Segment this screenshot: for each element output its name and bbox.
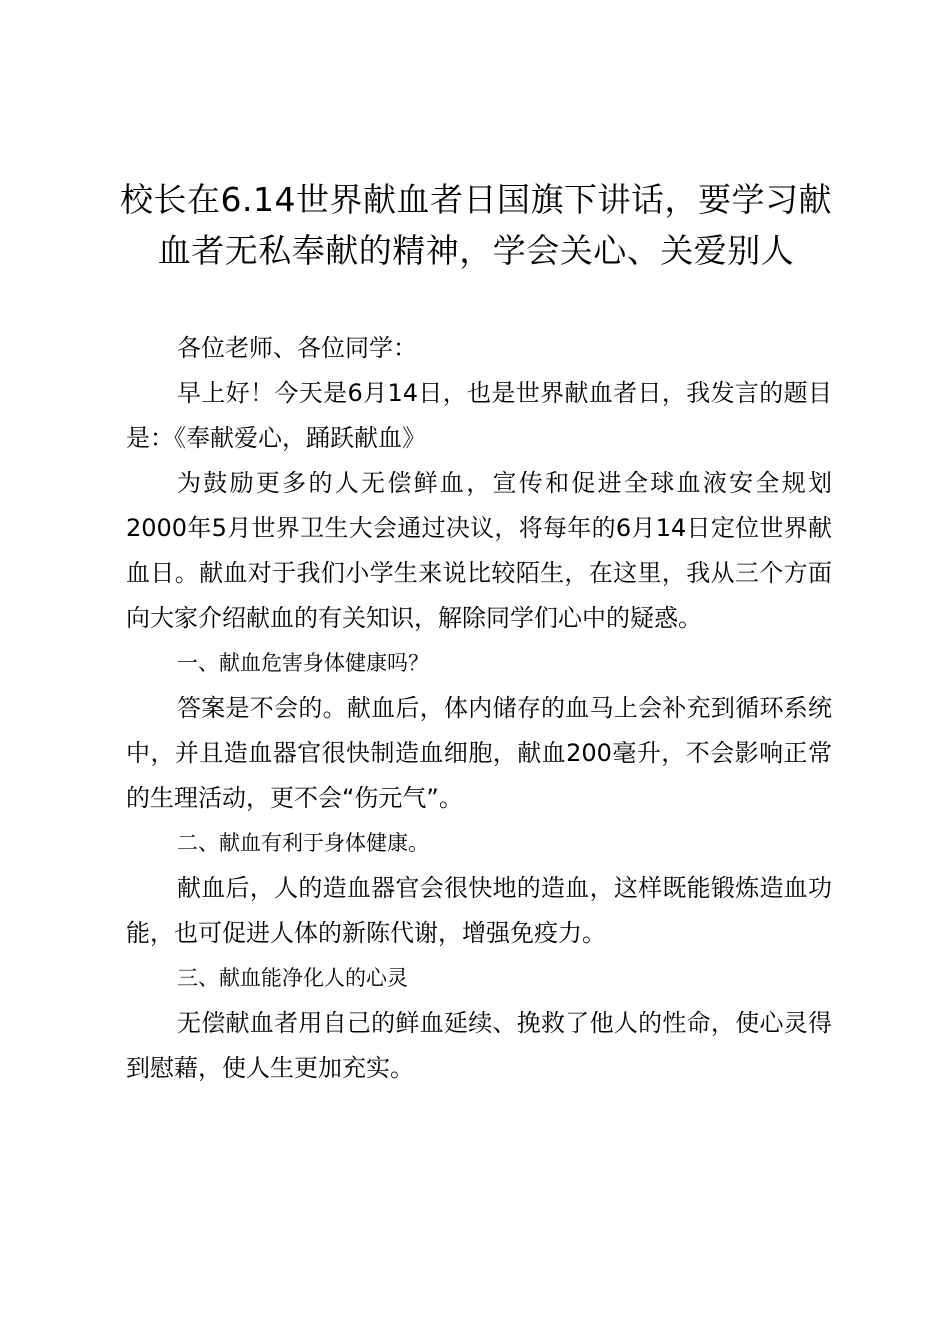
- document-body: [126, 326, 832, 1091]
- section-heading-2: 二、献血有利于身体健康。: [177, 831, 429, 855]
- document-title: 校长在6.14世界献血者日国旗下讲话，要学习献血者无私奉献的精神，学会关心、关爱别人: [120, 180, 832, 270]
- section-heading-3: 三、献血能净化人的心灵: [177, 966, 408, 990]
- greeting-paragraph: 早上好！今天是6月14日，也是世界献血者日，我发言的题目是：《奉献爱心，踊跃献血》: [126, 379, 832, 452]
- section-paragraph-1: 答案是不会的。献血后，体内储存的血马上会补充到循环系统中，并且造血器官很快制造血细胞，献血200毫升，不会影响正常的生理活动，更不会“伤元气”。: [126, 694, 832, 812]
- section-paragraph-3: 无偿献血者用自己的鲜血延续、挽救了他人的性命，使心灵得到慰藉，使人生更加充实。: [126, 1009, 832, 1082]
- intro-paragraph: 为鼓励更多的人无偿鲜血，宣传和促进全球血液安全规划2000年5月世界卫生大会通过决议，将每年的6月14日定位世界献血日。献血对于我们小学生来说比较陌生，在这里，我从三个方面向大家介绍献血的有关知识，解除同学们心中的疑惑。: [126, 469, 832, 632]
- section-heading-1: 一、献血危害身体健康吗？: [177, 651, 429, 675]
- section-paragraph-2: 献血后，人的造血器官会很快地的造血，这样既能锻炼造血功能，也可促进人体的新陈代谢，增强免疫力。: [126, 874, 832, 947]
- salutation-paragraph: 各位老师、各位同学：: [177, 334, 417, 362]
